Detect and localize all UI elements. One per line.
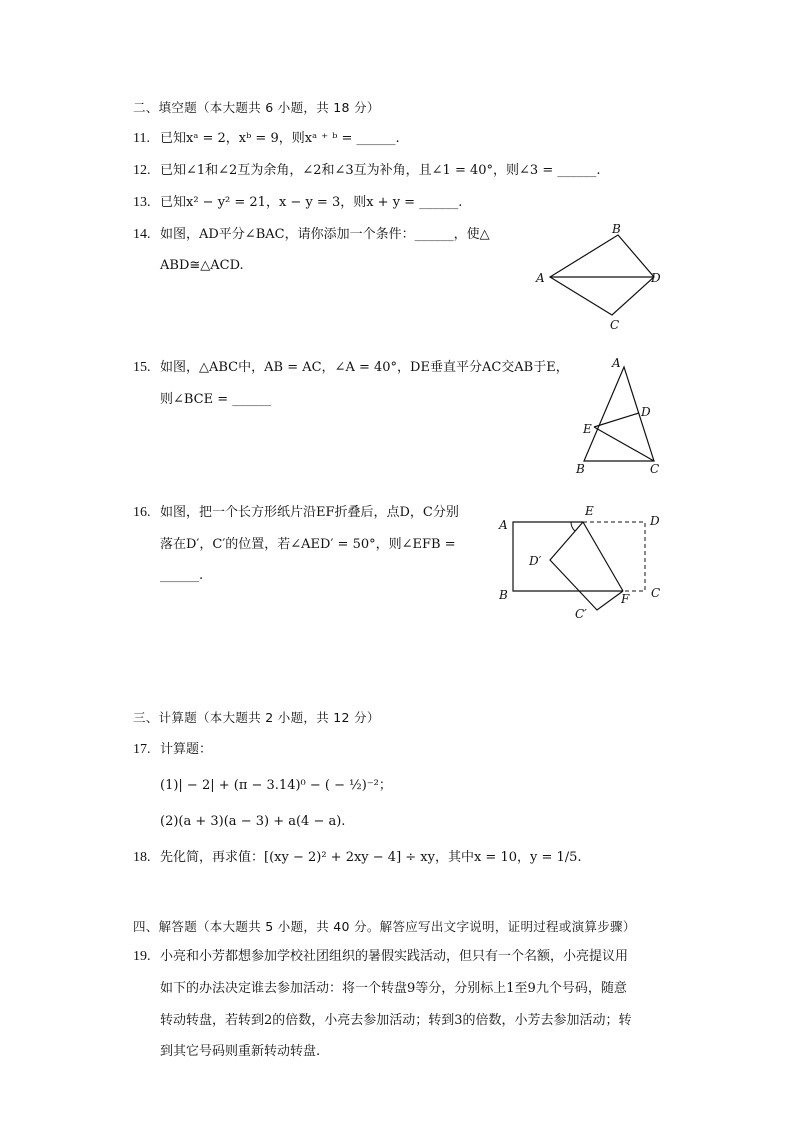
label-C: C [650, 462, 660, 476]
question-19-line4: 到其它号码则重新转动转盘. [160, 1044, 321, 1059]
label-D: D [641, 405, 651, 419]
label-E: E [585, 504, 594, 518]
question-17-text: 计算题： [160, 742, 213, 757]
question-number: 11. [133, 131, 150, 146]
label-D: D [651, 271, 661, 285]
label-D-prime: D′ [529, 554, 542, 568]
figure-16-folded-rectangle [495, 505, 670, 625]
question-number: 17. [133, 742, 151, 757]
label-A: A [499, 518, 508, 532]
label-B: B [576, 462, 585, 476]
section-title-solutions: 四、解答题（本大题共 5 小题，共 40 分。解答应写出文字说明，证明过程或演算步骤） [133, 919, 636, 934]
question-number: 12. [133, 163, 151, 178]
question-11-text: 已知xᵃ = 2，xᵇ = 9，则xᵃ ⁺ ᵇ = ______. [160, 131, 400, 146]
label-C: C [610, 318, 620, 332]
question-19-line1: 小亮和小芳都想参加学校社团组织的暑假实践活动，但只有一个名额，小亮提议用 [160, 949, 629, 964]
label-C-prime: C′ [575, 607, 587, 621]
label-F: F [621, 592, 630, 606]
figure-15-triangle [570, 355, 670, 480]
question-13-text: 已知x² − y² = 21，x − y = 3，则x + y = ______. [160, 195, 463, 210]
section-title-fill-blank: 二、填空题（本大题共 6 小题，共 18 分） [133, 100, 380, 115]
label-D: D [650, 514, 660, 528]
question-number: 15. [133, 360, 151, 375]
label-A: A [536, 271, 545, 285]
label-E: E [583, 422, 592, 436]
question-15-line1: 如图，△ABC中，AB = AC，∠A = 40°，DE垂直平分AC交AB于E， [160, 360, 569, 375]
question-17-part1: (1)| − 2| + (π − 3.14)⁰ − ( − ½)⁻²； [160, 778, 392, 793]
question-17-part2: (2)(a + 3)(a − 3) + a(4 − a). [160, 814, 346, 829]
label-C: C [651, 586, 661, 600]
figure-14-kite [530, 215, 670, 335]
question-16-line2: 落在D′，C′的位置，若∠AED′ = 50°，则∠EFB = [160, 537, 456, 552]
section-title-calculation: 三、计算题（本大题共 2 小题，共 12 分） [133, 710, 380, 725]
question-number: 16. [133, 505, 151, 520]
question-18-text: 先化简，再求值：[(xy − 2)² + 2xy − 4] ÷ xy，其中x = 10，y = 1/5. [160, 850, 582, 865]
question-number: 18. [133, 850, 151, 865]
question-14-line1: 如图，AD平分∠BAC，请你添加一个条件：______，使△ [160, 227, 490, 242]
question-19-line2: 如下的办法决定谁去参加活动：将一个转盘9等分，分别标上1至9九个号码，随意 [160, 981, 627, 996]
label-A: A [612, 356, 621, 370]
question-number: 13. [133, 195, 151, 210]
question-number: 14. [133, 227, 151, 242]
label-B: B [499, 588, 508, 602]
question-14-line2: ABD≅△ACD. [160, 258, 244, 273]
label-B: B [612, 222, 621, 236]
question-16-line1: 如图，把一个长方形纸片沿EF折叠后，点D，C分别 [160, 505, 459, 520]
question-number: 19. [133, 949, 151, 964]
question-15-line2: 则∠BCE = ______ [160, 392, 272, 407]
question-12-text: 已知∠1和∠2互为余角，∠2和∠3互为补角，且∠1 = 40°，则∠3 = ______. [160, 163, 601, 178]
question-19-line3: 转动转盘，若转到2的倍数，小亮去参加活动；转到3的倍数，小芳去参加活动；转 [160, 1013, 632, 1028]
question-16-line3: ______. [160, 568, 204, 583]
